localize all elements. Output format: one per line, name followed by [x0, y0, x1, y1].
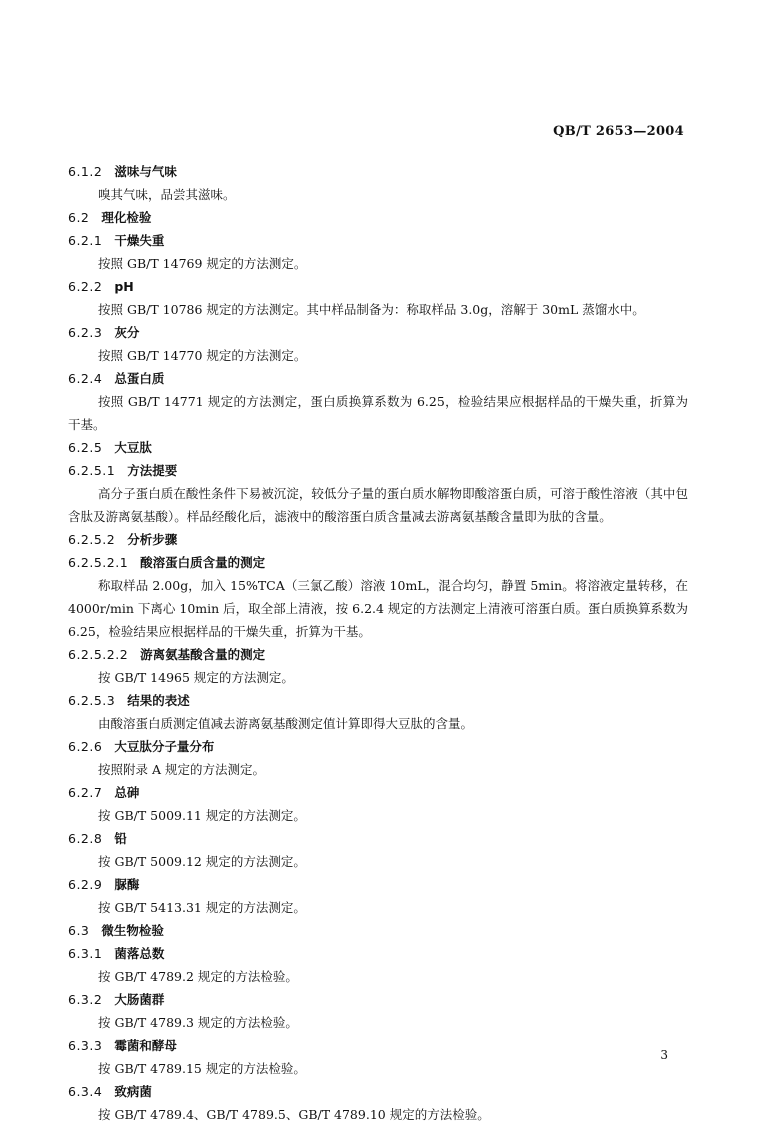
body-text: 按 GB/T 4789.3 规定的方法检验。: [98, 1015, 298, 1030]
section-heading: [68, 873, 688, 896]
section-title: 灰分: [114, 325, 140, 340]
section-number: 6.2.2: [68, 279, 103, 294]
section-heading: [68, 1034, 688, 1057]
section-number: 6.1.2: [68, 164, 103, 179]
section-heading: [68, 229, 688, 252]
section-title: 大豆肽分子量分布: [114, 739, 215, 754]
body-text: 按照 GB/T 14769 规定的方法测定。: [98, 256, 307, 271]
document-body: [68, 160, 688, 1126]
section-title: 大豆肽: [114, 440, 152, 455]
section-heading: [68, 551, 688, 574]
section-title: 脲酶: [114, 877, 140, 892]
body-text: 按 GB/T 14965 规定的方法测定。: [98, 670, 294, 685]
section-number: 6.2.4: [68, 371, 103, 386]
section-heading: [68, 781, 688, 804]
section-title: 霉菌和酵母: [114, 1038, 177, 1053]
section-number: 6.2.6: [68, 739, 103, 754]
body-text: 按 GB/T 4789.2 规定的方法检验。: [98, 969, 298, 984]
section-title: 大肠菌群: [114, 992, 165, 1007]
section-heading: [68, 988, 688, 1011]
section-number: 6.3.3: [68, 1038, 103, 1053]
section-title: 干燥失重: [114, 233, 165, 248]
section-heading: [68, 367, 688, 390]
section-heading: [68, 1080, 688, 1103]
section-title: 微生物检验: [101, 923, 164, 938]
section-heading: [68, 643, 688, 666]
section-number: 6.2.5.1: [68, 463, 116, 478]
section-title: 游离氨基酸含量的测定: [140, 647, 266, 662]
standard-number: QB/T 2653—2004: [553, 124, 684, 139]
page-number: 3: [660, 1048, 668, 1062]
paragraph: 高分子蛋白质在酸性条件下易被沉淀，较低分子量的蛋白质水解物即酸溶蛋白质，可溶于酸性溶液（其中包含肽及游离氨基酸）。样品经酸化后，滤液中的酸溶蛋白质含量减去游离氨基酸含量即为肽的含量。: [68, 486, 688, 524]
section-heading: [68, 735, 688, 758]
section-heading: [68, 459, 688, 482]
section-number: 6.2.5.3: [68, 693, 116, 708]
paragraph: 按照 GB/T 14771 规定的方法测定，蛋白质换算系数为 6.25，检验结果应根据样品的干燥失重，折算为干基。: [68, 394, 688, 432]
section-heading: [68, 160, 688, 183]
section-title: 方法提要: [127, 463, 178, 478]
body-text: 按 GB/T 5009.11 规定的方法测定。: [98, 808, 306, 823]
section-title: 理化检验: [101, 210, 152, 225]
section-title: 总砷: [114, 785, 140, 800]
body-text: 按照 GB/T 10786 规定的方法测定。其中样品制备为：称取样品 3.0g，溶解于 30mL 蒸馏水中。: [98, 302, 645, 317]
section-heading: [68, 689, 688, 712]
section-title: 总蛋白质: [114, 371, 165, 386]
section-title: 菌落总数: [114, 946, 165, 961]
section-number: 6.2.5.2.1: [68, 555, 129, 570]
body-text: 按照附录 A 规定的方法测定。: [98, 762, 265, 777]
section-number: 6.2.3: [68, 325, 103, 340]
section-title: 滋味与气味: [114, 164, 177, 179]
section-number: 6.3: [68, 923, 90, 938]
section-heading: [68, 528, 688, 551]
section-heading: [68, 942, 688, 965]
section-number: 6.3.1: [68, 946, 103, 961]
body-text: 按照 GB/T 14770 规定的方法测定。: [98, 348, 307, 363]
paragraph: 称取样品 2.00g，加入 15%TCA（三氯乙酸）溶液 10mL，混合均匀，静置 5min。将溶液定量转移，在 4000r/min 下离心 10min 后，取全部上清液，按 6.2.4 规定的方法测定上清液可溶蛋白质。蛋白质换算系数为 6.25，检验结果应根据样品的干燥失重，折算为干基。: [68, 578, 688, 639]
section-number: 6.2.8: [68, 831, 103, 846]
section-heading: [68, 827, 688, 850]
section-heading: [68, 206, 688, 229]
section-number: 6.3.2: [68, 992, 103, 1007]
body-text: 由酸溶蛋白质测定值减去游离氨基酸测定值计算即得大豆肽的含量。: [98, 716, 474, 731]
body-text: 按 GB/T 5009.12 规定的方法测定。: [98, 854, 306, 869]
section-number: 6.2.5.2.2: [68, 647, 129, 662]
section-heading: [68, 275, 688, 298]
section-heading: [68, 436, 688, 459]
section-title: 酸溶蛋白质含量的测定: [140, 555, 266, 570]
section-number: 6.2.5: [68, 440, 103, 455]
section-title: pH: [114, 279, 134, 294]
section-title: 分析步骤: [127, 532, 178, 547]
section-title: 铅: [114, 831, 127, 846]
section-number: 6.2: [68, 210, 90, 225]
section-number: 6.2.9: [68, 877, 103, 892]
body-text: 按 GB/T 4789.15 规定的方法检验。: [98, 1061, 306, 1076]
section-number: 6.2.5.2: [68, 532, 116, 547]
section-title: 致病菌: [114, 1084, 152, 1099]
section-number: 6.2.7: [68, 785, 103, 800]
body-text: 按 GB/T 5413.31 规定的方法测定。: [98, 900, 306, 915]
section-title: 结果的表述: [127, 693, 190, 708]
section-number: 6.2.1: [68, 233, 103, 248]
body-text: 按 GB/T 4789.4、GB/T 4789.5、GB/T 4789.10 规定的方法检验。: [98, 1107, 490, 1122]
body-text: 嗅其气味，品尝其滋味。: [98, 187, 236, 202]
section-heading: [68, 321, 688, 344]
section-heading: [68, 919, 688, 942]
section-number: 6.3.4: [68, 1084, 103, 1099]
